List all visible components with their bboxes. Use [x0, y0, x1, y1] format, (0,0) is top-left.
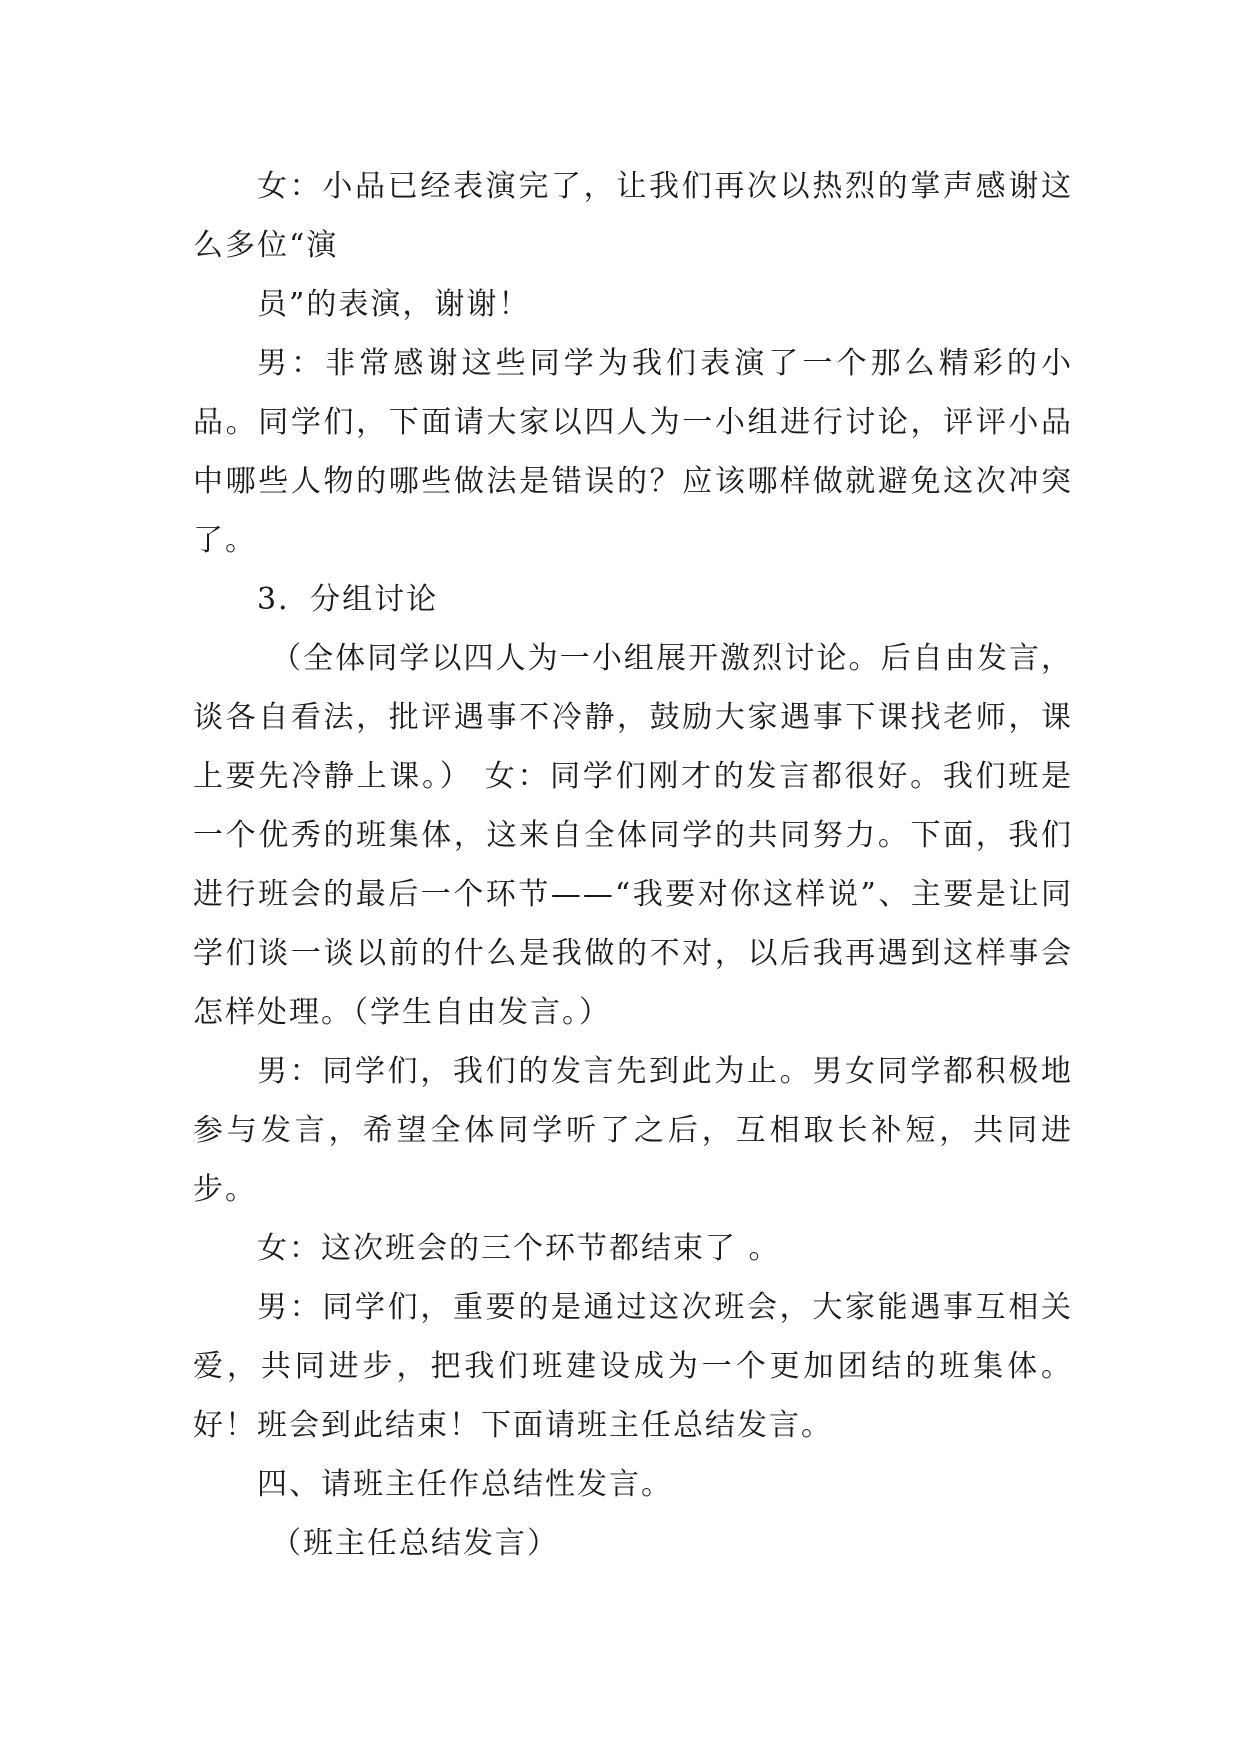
paragraph-discussion-notes: （全体同学以四人为一小组展开激烈讨论。后自由发言，谈各自看法，批评遇事不冷静，鼓励大家遇事下课找老师，课上要先冷静上课。） 女：同学们刚才的发言都很好。我们班是一个优秀的班集体，这来自全体同学的共同努力。下面，我们进行班会的最后一个环节——“我要对你这样说”、主要是让同学们谈一谈以前的什么是我做的不对，以后我再遇到这样事会怎样处理。（学生自由发言。） — [193, 641, 1073, 1030]
paragraph-female-thanks: 女：小品已经表演完了，让我们再次以热烈的掌声感谢这么多位“演 — [193, 169, 1073, 263]
section-heading-teacher-summary: 四、请班主任作总结性发言。 — [257, 1467, 673, 1502]
paragraph-male-closing: 男：同学们，重要的是通过这次班会，大家能遇事互相关爱，共同进步，把我们班建设成为一个更加团结的班集体。好！班会到此结束！下面请班主任总结发言。 — [193, 1290, 1073, 1443]
paragraph-teacher-summary: （班主任总结发言） — [271, 1526, 559, 1561]
section-heading-group-discussion: 3．分组讨论 — [257, 582, 439, 617]
paragraph-female-thanks-continued: 员”的表演，谢谢！ — [257, 287, 531, 322]
document-body — [193, 157, 1073, 1573]
paragraph-male-conclusion: 男：同学们，我们的发言先到此为止。男女同学都积极地参与发言，希望全体同学听了之后，互相取长补短，共同进步。 — [193, 1054, 1073, 1207]
paragraph-male-group-discussion: 男：非常感谢这些同学为我们表演了一个那么精彩的小品。同学们，下面请大家以四人为一小组进行讨论，评评小品中哪些人物的哪些做法是错误的？应该哪样做就避免这次冲突了。 — [193, 346, 1073, 558]
paragraph-female-end: 女：这次班会的三个环节都结束了 。 — [257, 1231, 781, 1266]
